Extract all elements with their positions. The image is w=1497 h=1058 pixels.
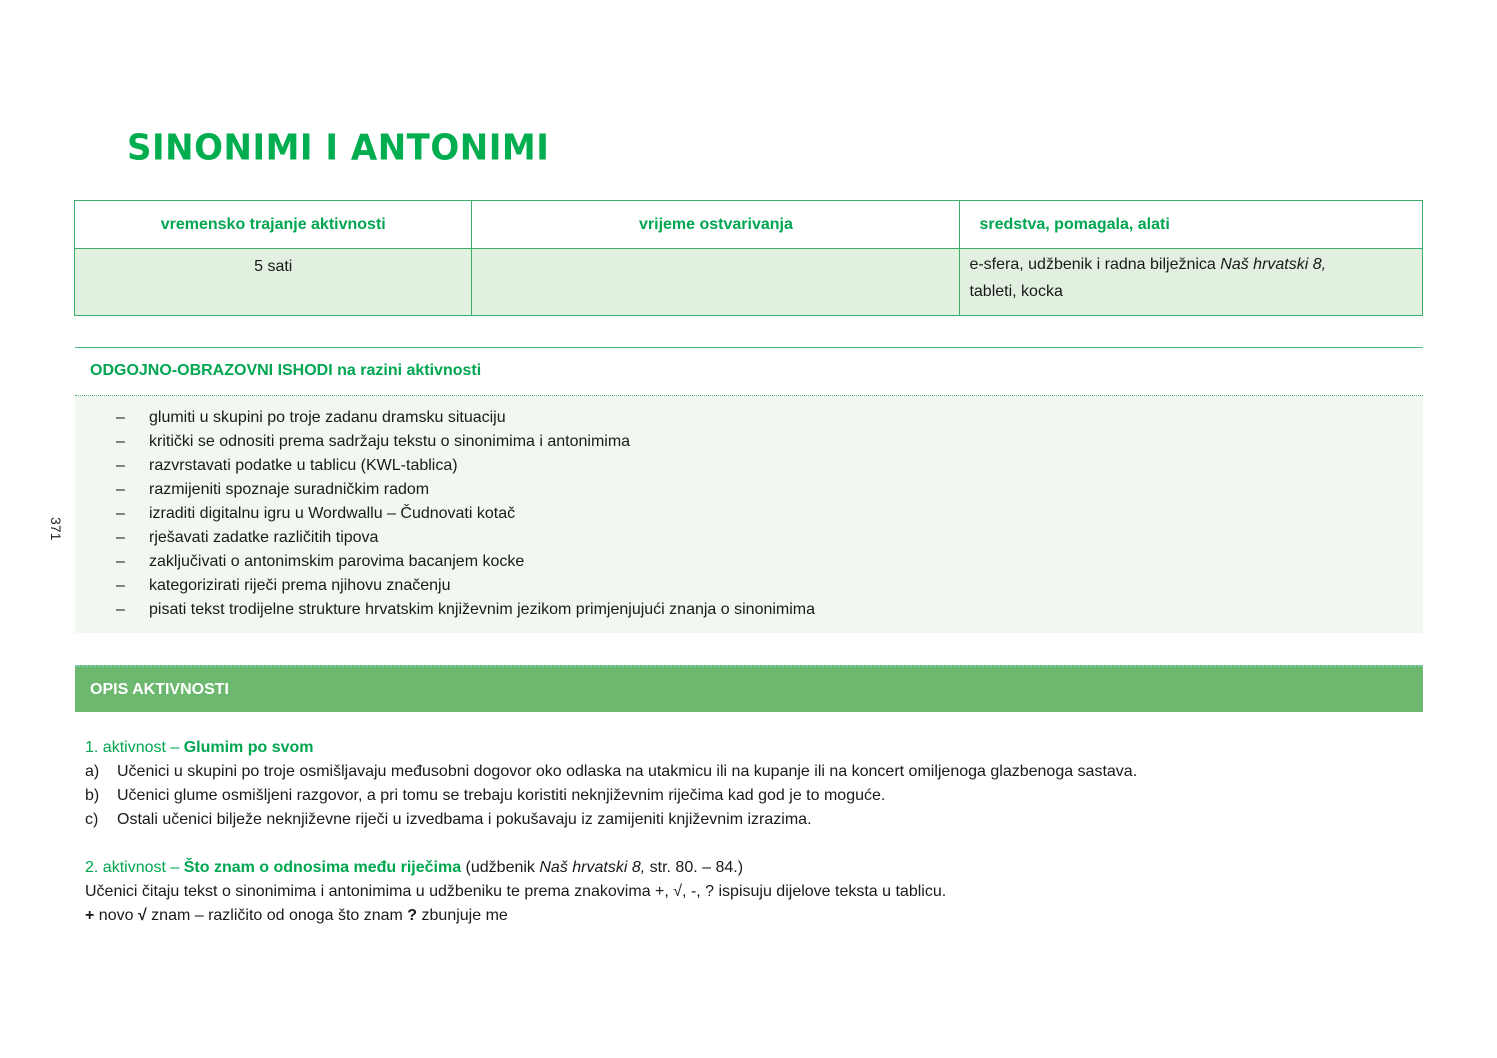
dash-bullet: – [116,433,125,450]
dash-bullet: – [116,481,125,498]
question-icon: ? [407,907,418,924]
tools-text-2: tableti, kocka [969,283,1063,300]
activity-number: 2. aktivnost – [85,859,184,876]
header-duration: vremensko trajanje aktivnosti [75,201,472,249]
outcome-text: glumiti u skupini po troje zadanu dramsku situaciju [149,409,506,426]
outcomes-section [75,347,1423,633]
list-item [75,550,1423,574]
cell-duration: 5 sati [75,249,472,316]
activity-2-description: Učenici čitaju tekst o sinonimima i antonimima u udžbeniku te prema znakovima +, √, -, ? ispisuju dijelove teksta u tablicu. [85,883,947,900]
outcome-text: pisati tekst trodijelne strukture hrvatskim književnim jezikom primjenjujući znanja o sinonimima [149,601,816,618]
list-item [85,808,1137,832]
legend-text: znam – različito od onoga što znam [146,907,408,924]
opis-aktivnosti-heading: OPIS AKTIVNOSTI [75,665,1423,712]
list-item [85,784,1137,808]
legend-text: novo [94,907,138,924]
dash-bullet: – [116,601,125,618]
outcomes-heading [75,347,1423,396]
dash-bullet: – [116,529,125,546]
list-item [75,406,1423,430]
dash-bullet: – [116,505,125,522]
dash-bullet: – [116,553,125,570]
header-time: vrijeme ostvarivanja [472,201,960,249]
plus-icon: + [85,907,95,924]
activity-title: Glumim po svom [183,739,314,756]
activity-1 [85,736,1137,832]
item-label: c) [85,811,99,828]
dash-bullet: – [116,457,125,474]
item-text: Učenici glume osmišljeni razgovor, a pri tomu se trebaju koristiti neknjiževnim riječima kad god je to moguće. [117,787,886,804]
list-item [75,574,1423,598]
textbook-pages: str. 80. – 84.) [645,859,744,876]
activity-number: 1. aktivnost – [85,739,184,756]
outcome-text: kategorizirati riječi prema njihovu značenju [149,577,451,594]
tools-text: e-sfera, udžbenik i radna bilježnica [969,256,1221,273]
cell-tools [960,249,1423,316]
item-text: Učenici u skupini po troje osmišljavaju međusobni dogovor oko odlaska na utakmicu ili na kupanje ili na koncert omiljenoga glazbenoga sastava. [117,763,1138,780]
list-item [75,478,1423,502]
list-item [75,454,1423,478]
list-item [75,430,1423,454]
outcomes-list [75,396,1423,633]
list-item [75,598,1423,622]
table-header-row [75,201,1423,249]
outcomes-heading-rest: na razini aktivnosti [332,362,482,379]
cell-time [472,249,960,316]
check-icon: √ [137,907,147,924]
outcome-text: izraditi digitalnu igru u Wordwallu – Čudnovati kotač [149,505,516,522]
list-item [85,760,1137,784]
activity-2-title [85,856,946,880]
outcomes-heading-caps: ODGOJNO-OBRAZOVNI ISHODI [90,362,333,379]
activity-title: Što znam o odnosima među riječima [183,859,462,876]
activity-2 [85,856,946,928]
item-label: a) [85,763,100,780]
page-title: SINONIMI I ANTONIMI [127,127,550,169]
outcome-text: kritički se odnositi prema sadržaju tekstu o sinonimima i antonimima [149,433,631,450]
textbook-ref: (udžbenik [461,859,540,876]
header-tools: sredstva, pomagala, alati [960,201,1423,249]
list-item [75,502,1423,526]
textbook-title: Naš hrvatski 8, [1220,256,1327,273]
textbook-title: Naš hrvatski 8, [539,859,646,876]
outcome-text: zaključivati o antonimskim parovima bacanjem kocke [149,553,525,570]
outcome-text: rješavati zadatke različitih tipova [149,529,379,546]
symbol-legend [85,904,946,928]
item-text: Ostali učenici bilježe neknjiževne riječi u izvedbama i pokušavaju iz zamijeniti književnim izrazima. [117,811,812,828]
table-row [75,249,1423,316]
item-label: b) [85,787,100,804]
activity-1-title [85,736,1137,760]
outcome-text: razvrstavati podatke u tablicu (KWL-tablica) [149,457,458,474]
activity-meta-table [74,200,1423,316]
dash-bullet: – [116,577,125,594]
dash-bullet: – [116,409,125,426]
outcome-text: razmijeniti spoznaje suradničkim radom [149,481,430,498]
legend-text: zbunjuje me [417,907,508,924]
list-item [75,526,1423,550]
page-number: 371 [48,517,64,541]
